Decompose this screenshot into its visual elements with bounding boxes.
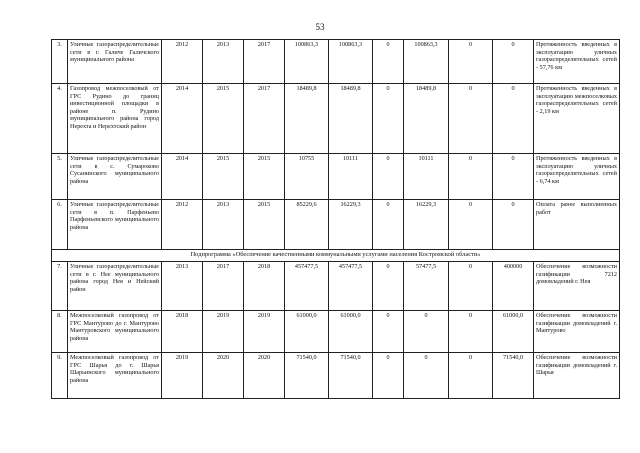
funding-col-3: 0 [449, 40, 493, 84]
end-year: 2019 [203, 311, 244, 353]
estimated-cost: 71540,0 [285, 353, 329, 399]
funding-col-3: 0 [449, 311, 493, 353]
funding-col-1: 0 [373, 154, 404, 200]
expected-result: Обеспечение возможности газификации домовладений г. Мантурово [534, 311, 620, 353]
object-name: Уличные газораспределительные сети в с. Сумароково Сусанинского муниципального района [68, 154, 162, 200]
start-year: 2012 [162, 40, 203, 84]
table-row [52, 200, 620, 250]
estimated-cost: 85229,6 [285, 200, 329, 250]
funding-col-1: 0 [373, 311, 404, 353]
row-number: 6. [52, 200, 68, 250]
commission-year: 2020 [244, 353, 285, 399]
commission-year: 2017 [244, 84, 285, 154]
expected-result: Обеспечение возможности газификации 7212 домовладений г. Нея [534, 262, 620, 311]
row-number: 4. [52, 84, 68, 154]
funding-col-2: 18489,8 [404, 84, 449, 154]
funding-col-3: 0 [449, 262, 493, 311]
expected-result: Протяженность введенных в эксплуатацию межпоселковых газораспределительных сетей - 2,19 км [534, 84, 620, 154]
funding-col-4: 71540,0 [493, 353, 534, 399]
funding-col-3: 0 [449, 154, 493, 200]
table-row [52, 262, 620, 311]
table-row [52, 154, 620, 200]
funding-col-4: 0 [493, 200, 534, 250]
estimated-cost: 18489,8 [285, 84, 329, 154]
start-year: 2014 [162, 154, 203, 200]
start-year: 2012 [162, 200, 203, 250]
funding-col-2: 0 [404, 353, 449, 399]
commission-year: 2019 [244, 311, 285, 353]
commission-year: 2018 [244, 262, 285, 311]
expected-result: Оплата ранее выполненных работ [534, 200, 620, 250]
funding-col-3: 0 [449, 84, 493, 154]
row-number: 8. [52, 311, 68, 353]
total-funding: 10111 [329, 154, 373, 200]
funding-col-2: 100863,3 [404, 40, 449, 84]
estimated-cost: 61000,0 [285, 311, 329, 353]
end-year: 2013 [203, 40, 244, 84]
total-funding: 18489,8 [329, 84, 373, 154]
row-number: 9. [52, 353, 68, 399]
funding-col-3: 0 [449, 353, 493, 399]
funding-col-1: 0 [373, 40, 404, 84]
funding-col-4: 0 [493, 84, 534, 154]
commission-year: 2015 [244, 154, 285, 200]
object-name: Межпоселковый газопровод от ГРС Шарья до г. Шарья Шарьинского муниципального района [68, 353, 162, 399]
row-number: 7. [52, 262, 68, 311]
funding-col-1: 0 [373, 353, 404, 399]
funding-col-4: 0 [493, 154, 534, 200]
row-number: 5. [52, 154, 68, 200]
start-year: 2018 [162, 311, 203, 353]
start-year: 2013 [162, 262, 203, 311]
funding-col-2: 0 [404, 311, 449, 353]
row-number: 3. [52, 40, 68, 84]
investment-table [51, 39, 620, 399]
end-year: 2017 [203, 262, 244, 311]
object-name: Межпоселковый газопровод от ГРС Мантурово до г. Мантурово Мантуровского муниципального района [68, 311, 162, 353]
page-number: 53 [315, 22, 325, 32]
funding-col-1: 0 [373, 84, 404, 154]
subprogram-row [52, 250, 620, 262]
commission-year: 2015 [244, 200, 285, 250]
object-name: Уличные газораспределительные сети в п. Парфеньево Парфеньевского муниципального района [68, 200, 162, 250]
start-year: 2014 [162, 84, 203, 154]
end-year: 2015 [203, 154, 244, 200]
funding-col-1: 0 [373, 200, 404, 250]
table-row [52, 40, 620, 84]
expected-result: Протяженность введенных в эксплуатацию уличных газораспределительных сетей - 57,76 км [534, 40, 620, 84]
object-name: Газопровод межпоселковый от ГРС Рудино до границ инвестиционной площадки в районе п. Рудино муниципального района город Нерехта и Нерехтский район [68, 84, 162, 154]
table-row [52, 84, 620, 154]
commission-year: 2017 [244, 40, 285, 84]
table-row [52, 311, 620, 353]
funding-col-4: 400000 [493, 262, 534, 311]
estimated-cost: 100863,3 [285, 40, 329, 84]
object-name: Уличные газораспределительные сети в г. Галиче Галичского муниципального района [68, 40, 162, 84]
estimated-cost: 457477,5 [285, 262, 329, 311]
subprogram-title: Подпрограмма «Обеспечение качественными коммунальными услугами населения Костромской области» [52, 250, 620, 262]
funding-col-2: 10111 [404, 154, 449, 200]
expected-result: Протяженность введенных в эксплуатацию уличных газораспределительных сетей - 6,74 км [534, 154, 620, 200]
funding-col-2: 16229,3 [404, 200, 449, 250]
object-name: Уличные газораспределительные сети в г. Нее муниципального района город Нея и Нейский район [68, 262, 162, 311]
end-year: 2015 [203, 84, 244, 154]
start-year: 2019 [162, 353, 203, 399]
funding-col-4: 0 [493, 40, 534, 84]
end-year: 2020 [203, 353, 244, 399]
end-year: 2013 [203, 200, 244, 250]
total-funding: 100863,3 [329, 40, 373, 84]
total-funding: 16229,3 [329, 200, 373, 250]
funding-col-1: 0 [373, 262, 404, 311]
funding-col-4: 61000,0 [493, 311, 534, 353]
table-row [52, 353, 620, 399]
expected-result: Обеспечение возможности газификации домовладений г. Шарья [534, 353, 620, 399]
total-funding: 61000,0 [329, 311, 373, 353]
estimated-cost: 10755 [285, 154, 329, 200]
funding-col-3: 0 [449, 200, 493, 250]
total-funding: 71540,0 [329, 353, 373, 399]
funding-col-2: 57477,5 [404, 262, 449, 311]
total-funding: 457477,5 [329, 262, 373, 311]
